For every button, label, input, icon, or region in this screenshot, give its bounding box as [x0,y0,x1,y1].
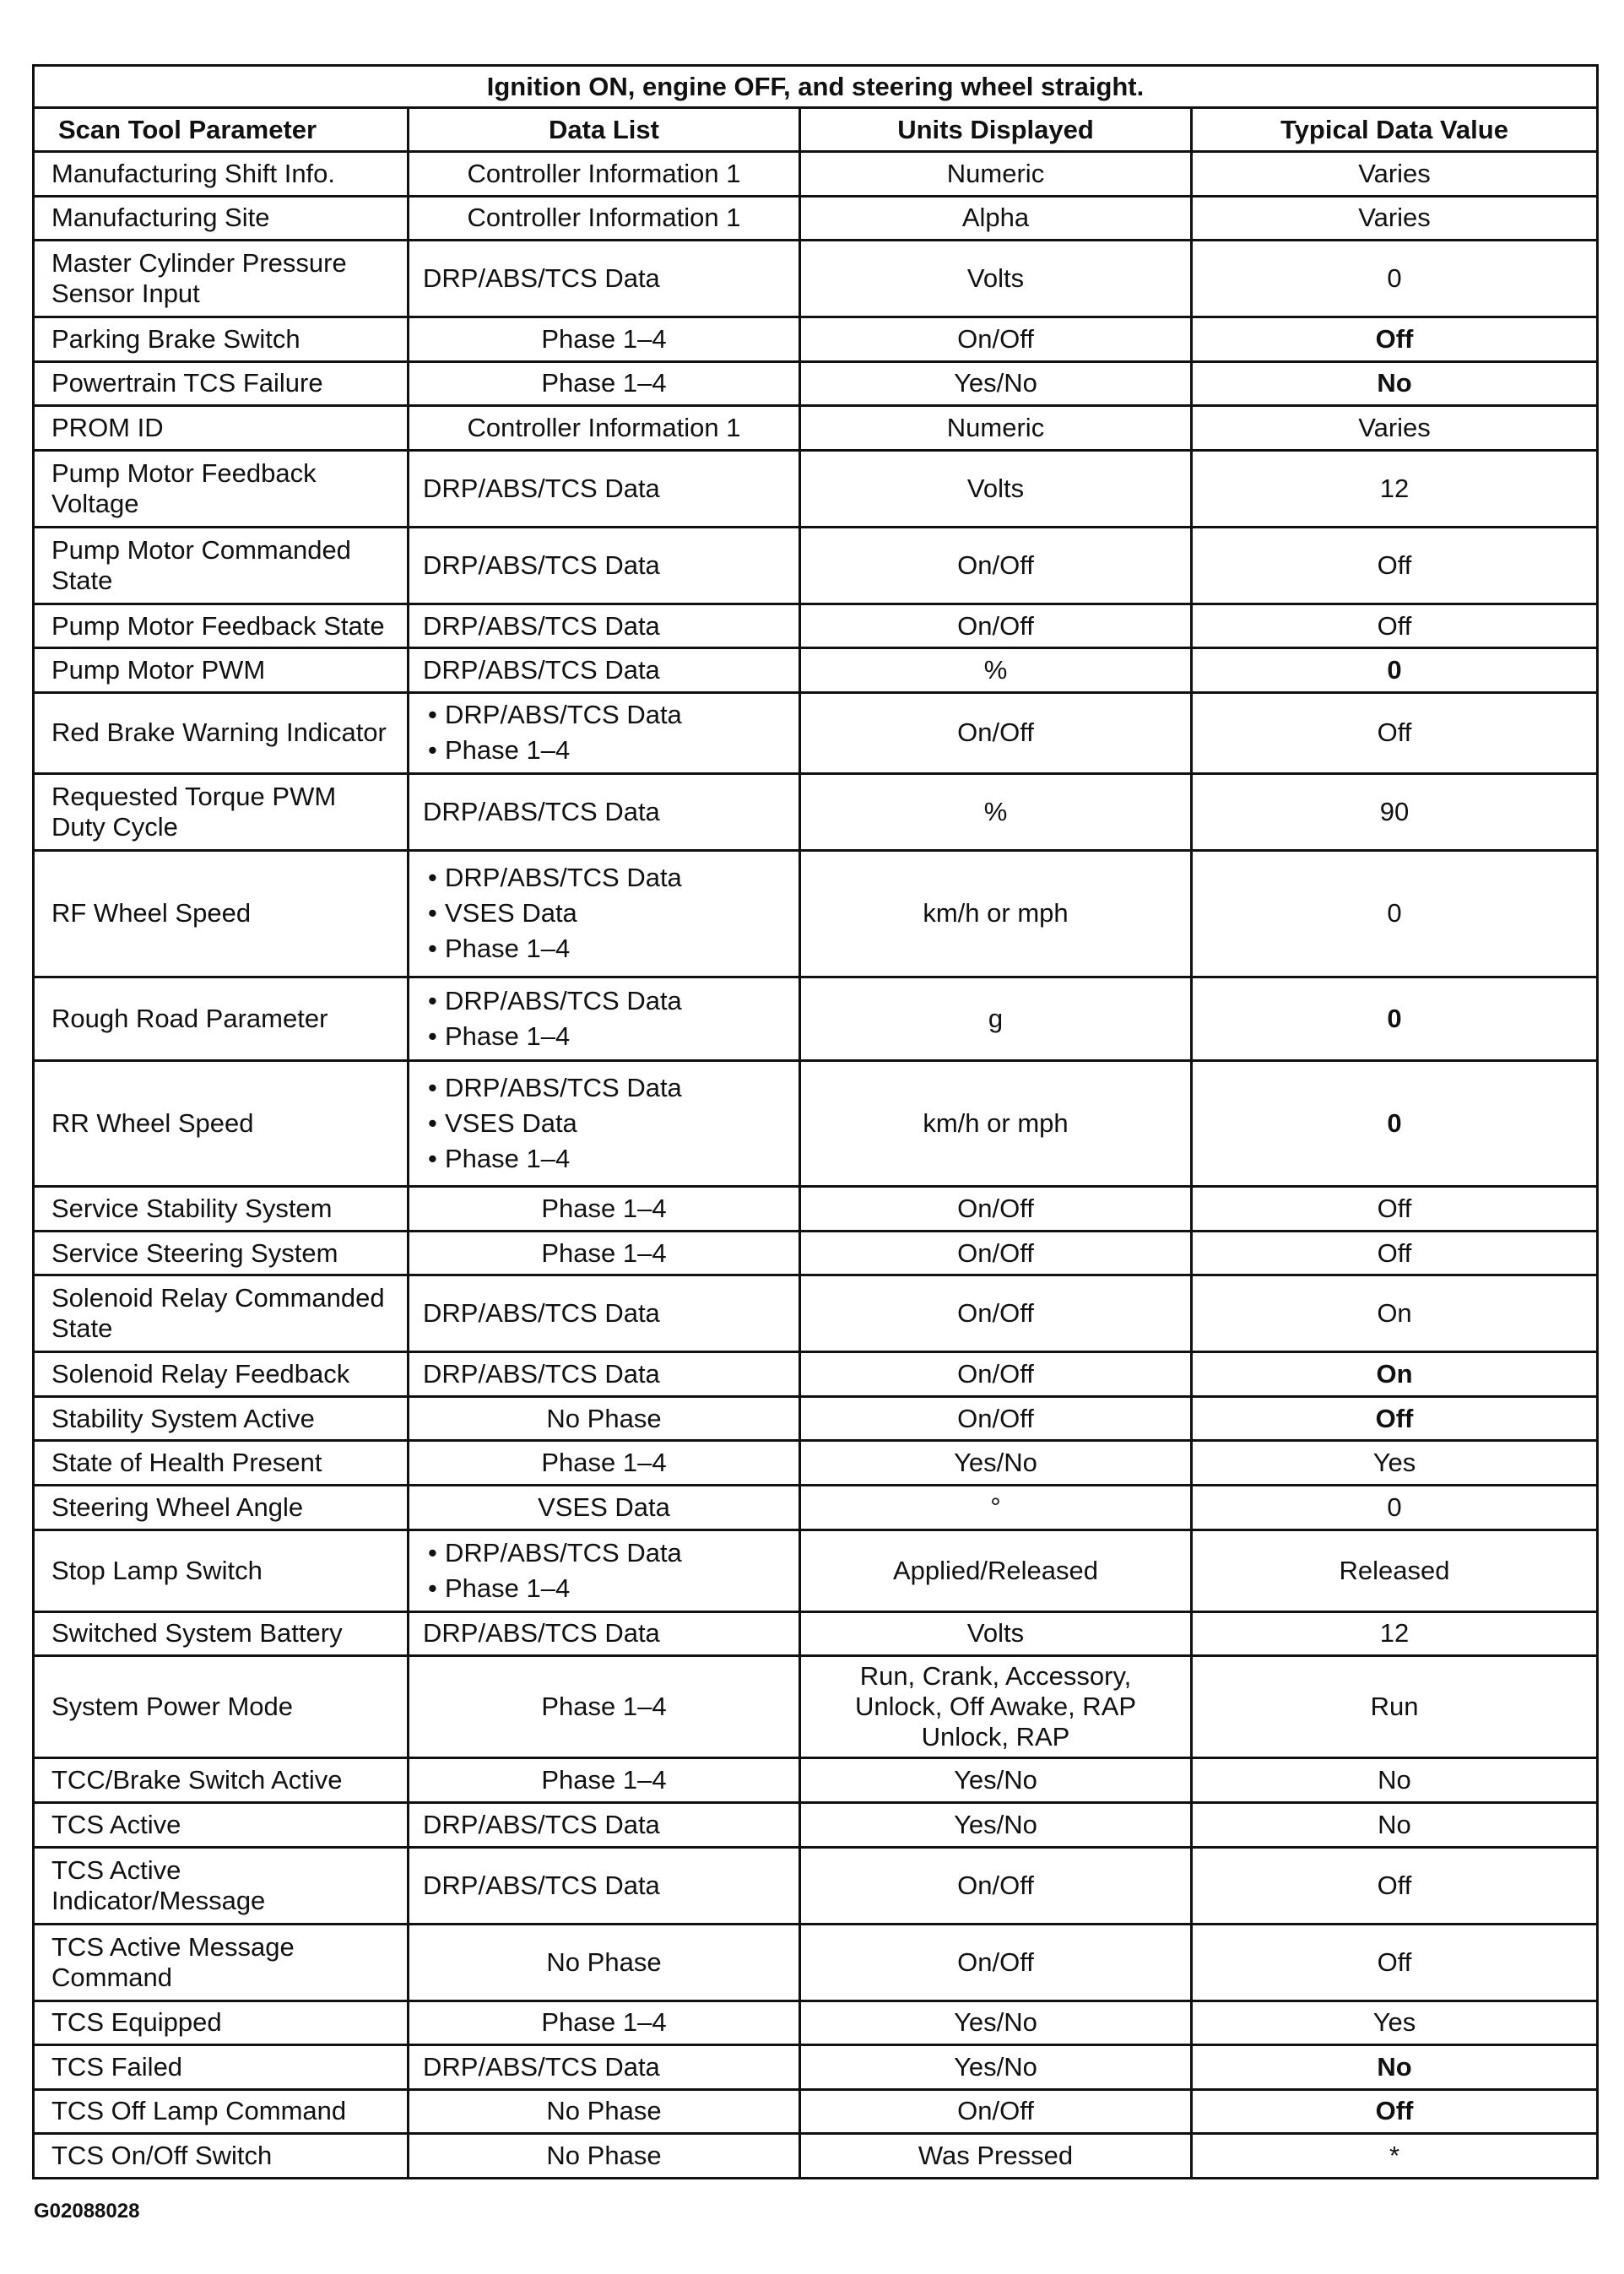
cell-typical-data-value: Off [1192,2089,1598,2134]
cell-units-displayed: Yes/No [800,1803,1192,1848]
table-row [34,2045,1598,2090]
cell-typical-data-value: 0 [1192,1060,1598,1187]
data-list-bullet-item: • DRP/ABS/TCS Data [423,700,787,730]
cell-data-list: No Phase [409,2089,800,2134]
data-list-bullet-item: • VSES Data [423,1108,787,1139]
cell-typical-data-value: Off [1192,1187,1598,1232]
table-row [34,1656,1598,1758]
cell-typical-data-value: 0 [1192,648,1598,693]
cell-data-list: Phase 1–4 [409,1758,800,1803]
cell-parameter: Parking Brake Switch [34,317,409,362]
cell-parameter: TCC/Brake Switch Active [34,1758,409,1803]
cell-typical-data-value: Run [1192,1656,1598,1758]
cell-parameter: Steering Wheel Angle [34,1485,409,1530]
cell-parameter: Manufacturing Site [34,196,409,241]
cell-data-list: DRP/ABS/TCS Data [409,648,800,693]
cell-data-list: DRP/ABS/TCS Data [409,527,800,604]
cell-data-list: Phase 1–4 [409,1231,800,1275]
data-list-bullet-item: • Phase 1–4 [423,735,787,766]
cell-typical-data-value: Off [1192,1847,1598,1924]
cell-data-list [409,850,800,977]
cell-data-list: VSES Data [409,1485,800,1530]
table-row [34,450,1598,527]
cell-units-displayed: On/Off [800,1396,1192,1441]
cell-data-list: DRP/ABS/TCS Data [409,241,800,317]
cell-units-displayed: On/Off [800,1275,1192,1352]
cell-typical-data-value: Varies [1192,152,1598,197]
data-list-bullet-item: • DRP/ABS/TCS Data [423,1538,787,1568]
cell-typical-data-value: No [1192,2045,1598,2090]
cell-units-displayed: Volts [800,241,1192,317]
cell-data-list [409,1530,800,1611]
table-row [34,317,1598,362]
cell-parameter: TCS Failed [34,2045,409,2090]
cell-units-displayed: Alpha [800,196,1192,241]
cell-data-list: No Phase [409,1924,800,2001]
table-row [34,1758,1598,1803]
cell-units-displayed: On/Off [800,1847,1192,1924]
cell-typical-data-value: Off [1192,692,1598,773]
cell-data-list [409,1060,800,1187]
cell-parameter: RF Wheel Speed [34,850,409,977]
data-list-bullet-item: • Phase 1–4 [423,1144,787,1174]
cell-parameter: TCS Active Indicator/Message [34,1847,409,1924]
cell-data-list: DRP/ABS/TCS Data [409,1847,800,1924]
cell-typical-data-value: Released [1192,1530,1598,1611]
cell-parameter: System Power Mode [34,1656,409,1758]
table-row [34,527,1598,604]
cell-data-list: Phase 1–4 [409,1656,800,1758]
cell-units-displayed: Numeric [800,406,1192,451]
cell-data-list: Controller Information 1 [409,152,800,197]
cell-data-list [409,977,800,1060]
cell-parameter: Requested Torque PWM Duty Cycle [34,773,409,850]
table-row [34,1611,1598,1656]
table-row [34,1275,1598,1352]
cell-data-list: No Phase [409,1396,800,1441]
table-header-row [34,108,1598,152]
cell-parameter: Pump Motor Feedback Voltage [34,450,409,527]
cell-typical-data-value: Varies [1192,406,1598,451]
table-row [34,2134,1598,2179]
table-row [34,1396,1598,1441]
cell-units-displayed: On/Off [800,1352,1192,1397]
cell-parameter: Pump Motor Feedback State [34,604,409,648]
data-list-bullet-item: • Phase 1–4 [423,1573,787,1604]
data-list-bullet-item: • DRP/ABS/TCS Data [423,986,787,1016]
cell-data-list: DRP/ABS/TCS Data [409,1352,800,1397]
table-row [34,850,1598,977]
cell-parameter: Master Cylinder Pressure Sensor Input [34,241,409,317]
cell-parameter: TCS Equipped [34,2001,409,2045]
cell-units-displayed: Volts [800,1611,1192,1656]
cell-typical-data-value: On [1192,1275,1598,1352]
table-row [34,604,1598,648]
data-list-bullet-item: • Phase 1–4 [423,1021,787,1052]
table-row [34,361,1598,406]
cell-units-displayed: Yes/No [800,2045,1192,2090]
cell-data-list: Phase 1–4 [409,317,800,362]
table-row [34,1060,1598,1187]
table-row [34,241,1598,317]
cell-typical-data-value: Off [1192,1924,1598,2001]
header-typical-data-value: Typical Data Value [1192,108,1598,152]
table-row [34,1847,1598,1924]
cell-parameter: Pump Motor Commanded State [34,527,409,604]
table-row [34,1803,1598,1848]
cell-parameter: TCS Active Message Command [34,1924,409,2001]
cell-typical-data-value: No [1192,1803,1598,1848]
cell-data-list: Phase 1–4 [409,361,800,406]
cell-units-displayed: Yes/No [800,2001,1192,2045]
cell-units-displayed: Was Pressed [800,2134,1192,2179]
cell-units-displayed: ° [800,1485,1192,1530]
data-list-bullet-item: • Phase 1–4 [423,934,787,964]
cell-units-displayed: Yes/No [800,361,1192,406]
cell-units-displayed: % [800,648,1192,693]
cell-parameter: Service Steering System [34,1231,409,1275]
cell-data-list: DRP/ABS/TCS Data [409,1275,800,1352]
table-row [34,692,1598,773]
cell-units-displayed: On/Off [800,317,1192,362]
cell-data-list: DRP/ABS/TCS Data [409,1611,800,1656]
cell-typical-data-value: No [1192,361,1598,406]
cell-units-displayed: On/Off [800,2089,1192,2134]
cell-data-list: DRP/ABS/TCS Data [409,773,800,850]
cell-parameter: Stability System Active [34,1396,409,1441]
data-table [32,64,1599,2179]
cell-typical-data-value: Off [1192,604,1598,648]
cell-parameter: Powertrain TCS Failure [34,361,409,406]
cell-units-displayed: Yes/No [800,1441,1192,1486]
table-row [34,1924,1598,2001]
cell-parameter: RR Wheel Speed [34,1060,409,1187]
cell-units-displayed: On/Off [800,1187,1192,1232]
cell-data-list: DRP/ABS/TCS Data [409,604,800,648]
cell-data-list: Controller Information 1 [409,406,800,451]
cell-units-displayed: Volts [800,450,1192,527]
cell-units-displayed: km/h or mph [800,1060,1192,1187]
table-row [34,406,1598,451]
cell-typical-data-value: Off [1192,527,1598,604]
header-scan-tool-parameter: Scan Tool Parameter [34,108,409,152]
cell-units-displayed: g [800,977,1192,1060]
data-list-bullet-item: • DRP/ABS/TCS Data [423,863,787,893]
cell-typical-data-value: Off [1192,1396,1598,1441]
cell-parameter: Rough Road Parameter [34,977,409,1060]
cell-typical-data-value: 12 [1192,450,1598,527]
cell-data-list: Phase 1–4 [409,1441,800,1486]
cell-typical-data-value: Yes [1192,2001,1598,2045]
table-row [34,1441,1598,1486]
table-row [34,977,1598,1060]
cell-units-displayed: % [800,773,1192,850]
cell-typical-data-value: Off [1192,1231,1598,1275]
cell-typical-data-value: On [1192,1352,1598,1397]
table-title: Ignition ON, engine OFF, and steering wheel straight. [34,66,1598,108]
cell-typical-data-value: Off [1192,317,1598,362]
cell-units-displayed: Run, Crank, Accessory, Unlock, Off Awake, RAP Unlock, RAP [800,1656,1192,1758]
table-row [34,1530,1598,1611]
cell-parameter: Pump Motor PWM [34,648,409,693]
cell-data-list: Controller Information 1 [409,196,800,241]
table-title-row [34,66,1598,108]
cell-units-displayed: On/Off [800,692,1192,773]
cell-data-list: Phase 1–4 [409,1187,800,1232]
cell-data-list: DRP/ABS/TCS Data [409,2045,800,2090]
cell-parameter: Service Stability System [34,1187,409,1232]
table-row [34,648,1598,693]
table-row [34,2089,1598,2134]
header-data-list: Data List [409,108,800,152]
cell-parameter: Stop Lamp Switch [34,1530,409,1611]
cell-typical-data-value: * [1192,2134,1598,2179]
table-row [34,1352,1598,1397]
cell-data-list: Phase 1–4 [409,2001,800,2045]
table-row [34,2001,1598,2045]
cell-units-displayed: On/Off [800,1924,1192,2001]
cell-data-list: No Phase [409,2134,800,2179]
cell-typical-data-value: 12 [1192,1611,1598,1656]
cell-parameter: TCS Active [34,1803,409,1848]
cell-units-displayed: On/Off [800,527,1192,604]
cell-parameter: State of Health Present [34,1441,409,1486]
cell-typical-data-value: 0 [1192,241,1598,317]
table-row [34,1485,1598,1530]
table-row [34,1187,1598,1232]
cell-units-displayed: Numeric [800,152,1192,197]
cell-units-displayed: km/h or mph [800,850,1192,977]
cell-data-list [409,692,800,773]
cell-parameter: PROM ID [34,406,409,451]
table-row [34,196,1598,241]
cell-parameter: TCS Off Lamp Command [34,2089,409,2134]
table-row [34,1231,1598,1275]
cell-units-displayed: On/Off [800,604,1192,648]
cell-parameter: Manufacturing Shift Info. [34,152,409,197]
cell-parameter: Red Brake Warning Indicator [34,692,409,773]
cell-data-list: DRP/ABS/TCS Data [409,1803,800,1848]
cell-typical-data-value: 0 [1192,1485,1598,1530]
data-list-bullet-item: • DRP/ABS/TCS Data [423,1073,787,1103]
cell-typical-data-value: No [1192,1758,1598,1803]
table-row [34,773,1598,850]
cell-parameter: Switched System Battery [34,1611,409,1656]
cell-typical-data-value: 0 [1192,850,1598,977]
data-list-bullet-item: • VSES Data [423,898,787,929]
cell-typical-data-value: Yes [1192,1441,1598,1486]
cell-parameter: TCS On/Off Switch [34,2134,409,2179]
header-units-displayed: Units Displayed [800,108,1192,152]
cell-units-displayed: Yes/No [800,1758,1192,1803]
cell-parameter: Solenoid Relay Commanded State [34,1275,409,1352]
cell-data-list: DRP/ABS/TCS Data [409,450,800,527]
cell-typical-data-value: 90 [1192,773,1598,850]
figure-id: G02088028 [34,2200,140,2223]
cell-parameter: Solenoid Relay Feedback [34,1352,409,1397]
cell-units-displayed: Applied/Released [800,1530,1192,1611]
table-row [34,152,1598,197]
cell-typical-data-value: Varies [1192,196,1598,241]
cell-typical-data-value: 0 [1192,977,1598,1060]
cell-units-displayed: On/Off [800,1231,1192,1275]
